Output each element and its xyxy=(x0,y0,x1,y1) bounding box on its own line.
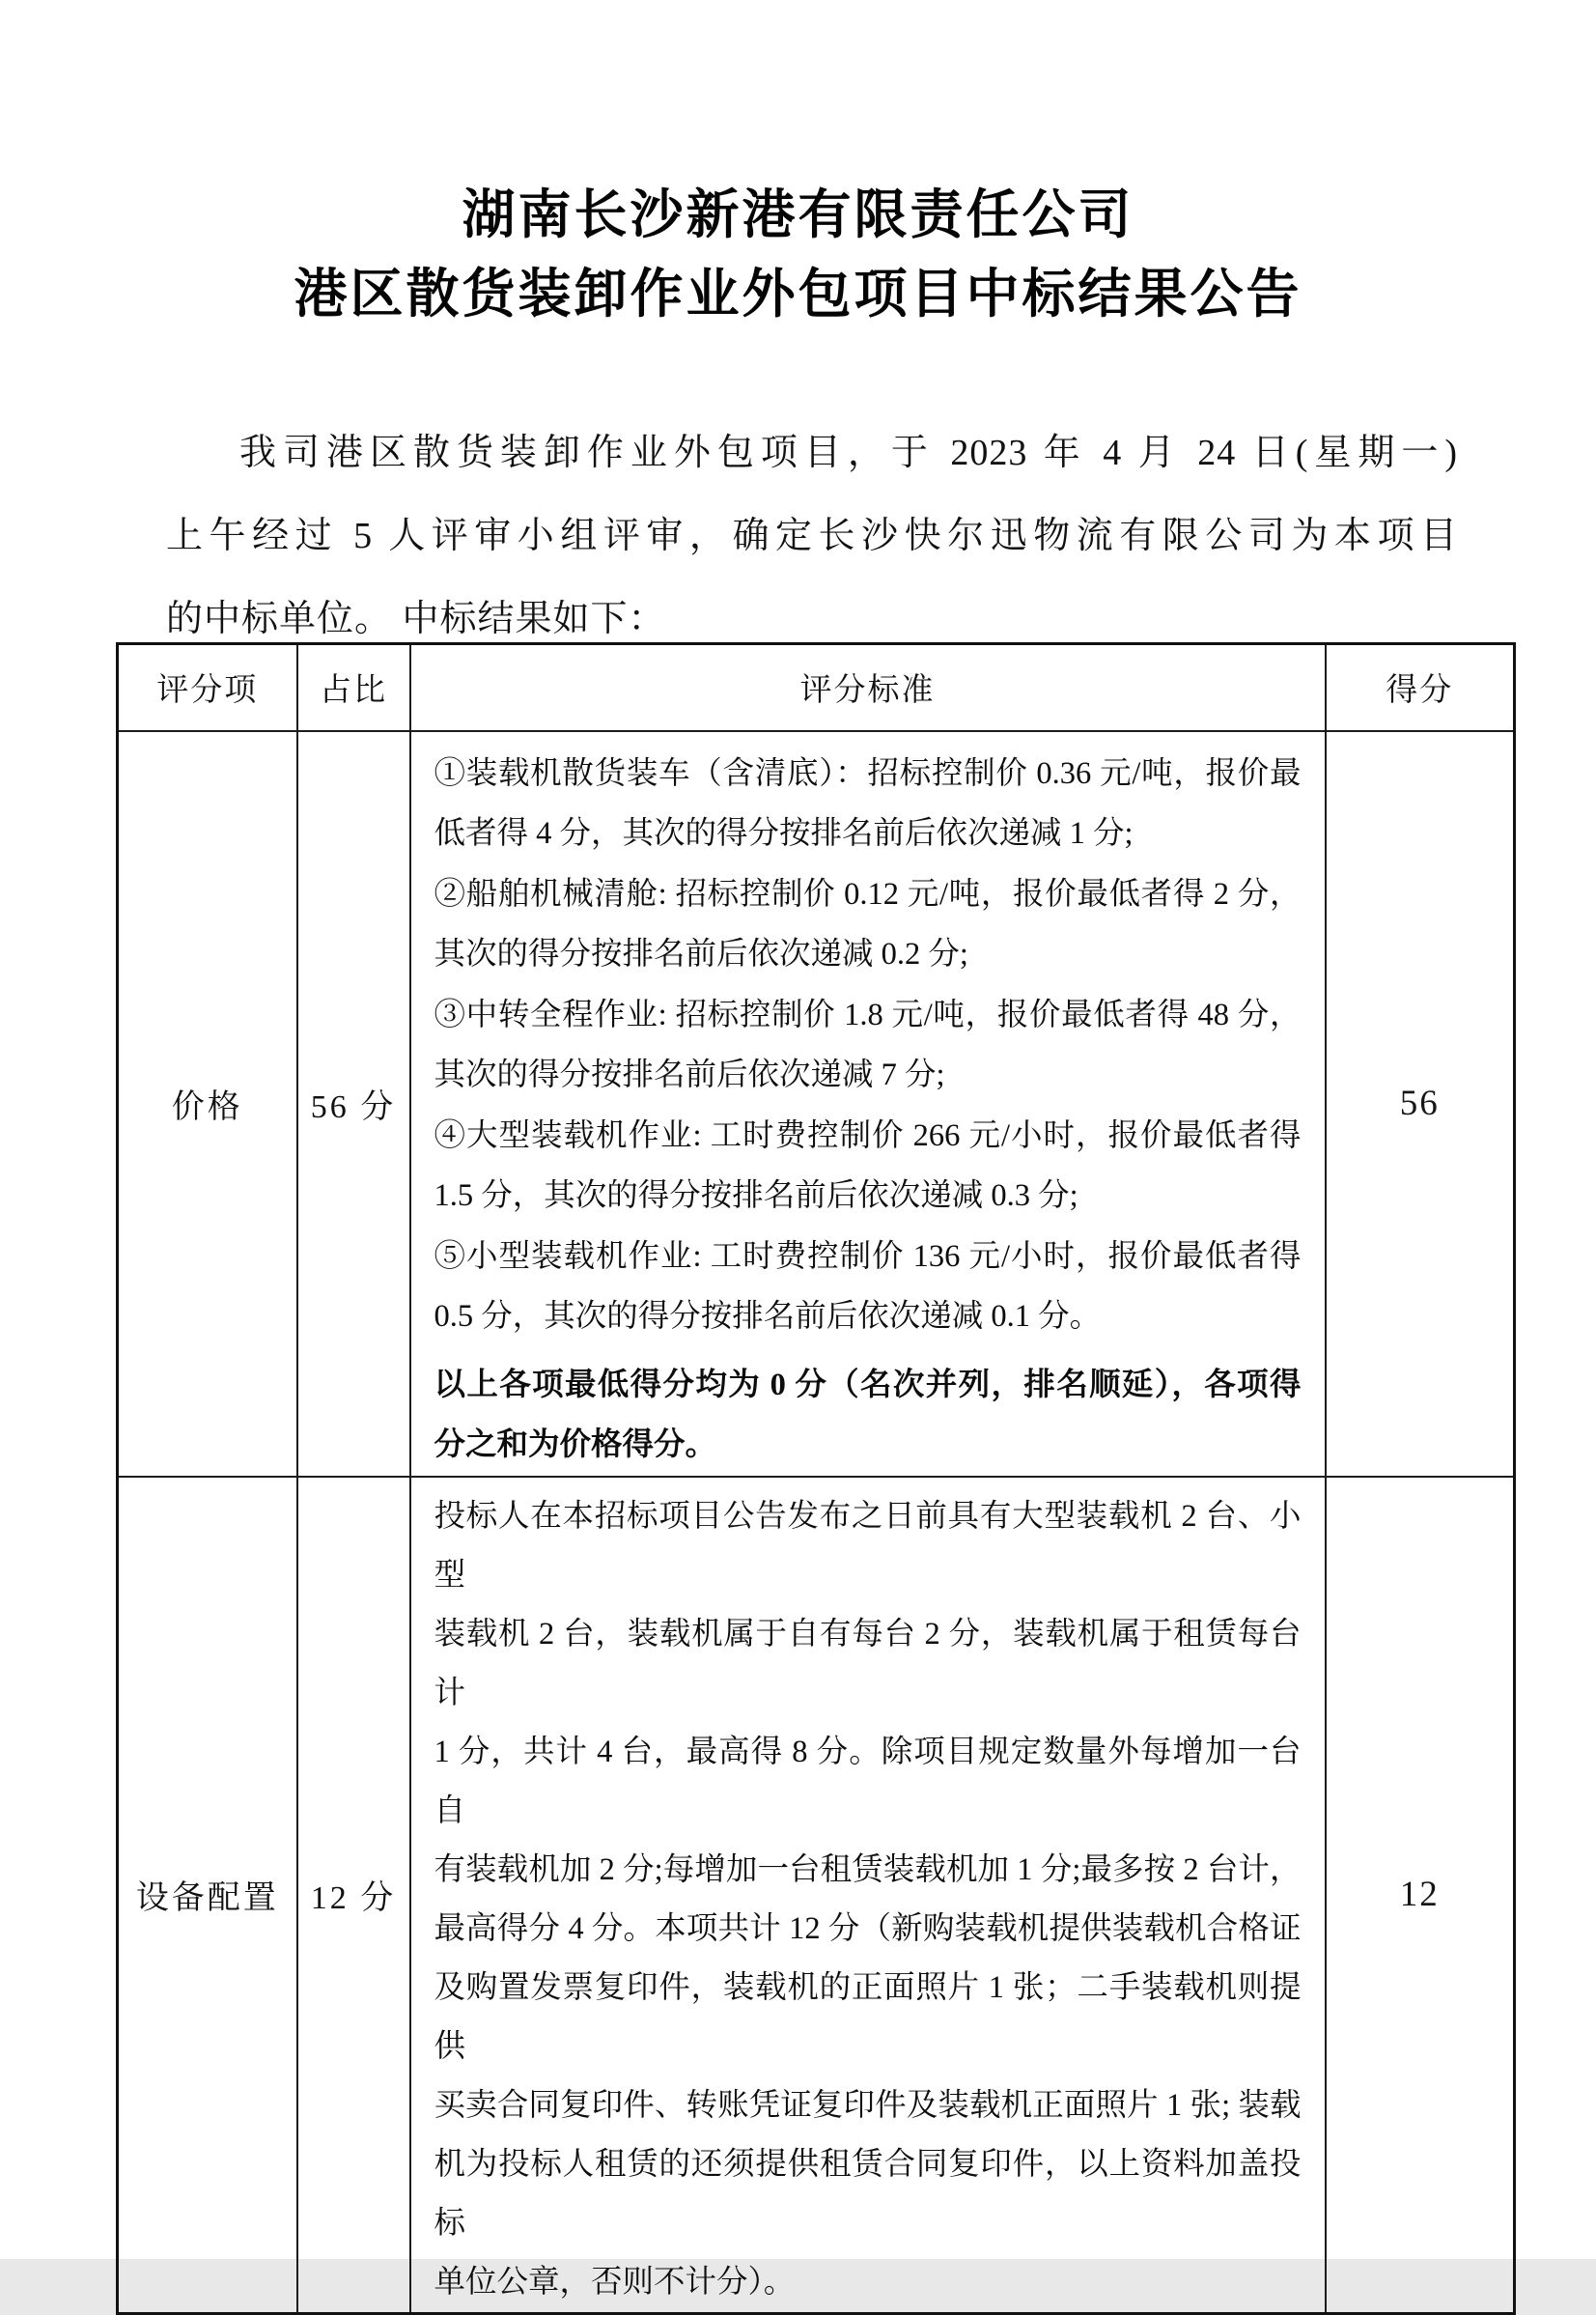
criteria-line: ②船舶机械清舱: 招标控制价 0.12 元/吨，报价最低者得 2 分， xyxy=(434,876,1302,912)
header-score: 得分 xyxy=(1326,644,1515,731)
criteria-line-bold: 以上各项最低得分均为 0 分（名次并列，排名顺延），各项得 xyxy=(434,1367,1302,1402)
criteria-line: 1.5 分，其次的得分按排名前后依次递减 0.3 分; xyxy=(434,1178,1078,1213)
header-criteria: 评分标准 xyxy=(410,644,1326,731)
table-row-equipment xyxy=(118,1477,1515,2314)
score-cell-price: 56 xyxy=(1326,731,1515,1477)
criteria-line: 1 分，共计 4 台，最高得 8 分。除项目规定数量外每增加一台自 xyxy=(434,1734,1302,1828)
document-title xyxy=(0,176,1596,334)
title-line-1: 湖南长沙新港有限责任公司 xyxy=(462,185,1134,244)
criteria-summary-bold xyxy=(434,1355,1302,1476)
criteria-line: ④大型装载机作业: 工时费控制价 266 元/小时，报价最低者得 xyxy=(434,1117,1302,1153)
criteria-cell-equipment xyxy=(410,1477,1326,2314)
criteria-line: 装载机 2 台，装载机属于自有每台 2 分，装载机属于租赁每台计 xyxy=(434,1616,1302,1710)
header-item: 评分项 xyxy=(118,644,297,731)
score-cell-equipment: 12 xyxy=(1326,1477,1515,2314)
criteria-line: 买卖合同复印件、转账凭证复印件及装载机正面照片 1 张; 装载 xyxy=(434,2087,1302,2123)
item-cell-price: 价格 xyxy=(118,731,297,1477)
criteria-line: 及购置发票复印件，装载机的正面照片 1 张；二手装载机则提供 xyxy=(434,1969,1302,2064)
weight-cell-equipment: 12 分 xyxy=(297,1477,410,2314)
criteria-line: 机为投标人租赁的还须提供租赁合同复印件，以上资料加盖投标 xyxy=(434,2146,1302,2241)
criteria-line: 其次的得分按排名前后依次递减 7 分; xyxy=(434,1058,945,1092)
intro-line: 的中标单位。 中标结果如下： xyxy=(166,599,666,639)
intro-paragraph xyxy=(166,411,1458,661)
criteria-line: 有装载机加 2 分;每增加一台租赁装载机加 1 分;最多按 2 台计， xyxy=(434,1851,1302,1887)
intro-line: 我司港区散货装卸作业外包项目，于 2023 年 4 月 24 日(星期一) xyxy=(239,433,1458,473)
score-table xyxy=(116,642,1516,2315)
criteria-line: 低者得 4 分，其次的得分按排名前后依次递减 1 分; xyxy=(434,816,1134,851)
criteria-line: 单位公章，否则不计分）。 xyxy=(434,2264,796,2300)
criteria-line: ⑤小型装载机作业: 工时费控制价 136 元/小时，报价最低者得 xyxy=(434,1238,1302,1274)
table-header-row xyxy=(118,644,1515,731)
header-weight: 占比 xyxy=(297,644,410,731)
item-cell-equipment: 设备配置 xyxy=(118,1477,297,2314)
criteria-line: 投标人在本招标项目公告发布之日前具有大型装载机 2 台、小型 xyxy=(434,1498,1302,1593)
criteria-cell-price xyxy=(410,731,1326,1477)
intro-line: 上午经过 5 人评审小组评审，确定长沙快尔迅物流有限公司为本项目 xyxy=(166,516,1458,556)
criteria-line: 最高得分 4 分。本项共计 12 分（新购装载机提供装载机合格证 xyxy=(434,1910,1302,1946)
criteria-line: 其次的得分按排名前后依次递减 0.2 分; xyxy=(434,937,968,972)
weight-cell-price: 56 分 xyxy=(297,731,410,1477)
criteria-line: 0.5 分，其次的得分按排名前后依次递减 0.1 分。 xyxy=(434,1299,1102,1334)
title-line-2: 港区散货装卸作业外包项目中标结果公告 xyxy=(294,265,1302,324)
criteria-line: ③中转全程作业: 招标控制价 1.8 元/吨，报价最低者得 48 分， xyxy=(434,997,1302,1032)
criteria-line: ①装载机散货装车（含清底）：招标控制价 0.36 元/吨，报价最 xyxy=(434,755,1302,791)
criteria-line-bold: 分之和为价格得分。 xyxy=(434,1427,717,1462)
table-row-price xyxy=(118,731,1515,1477)
